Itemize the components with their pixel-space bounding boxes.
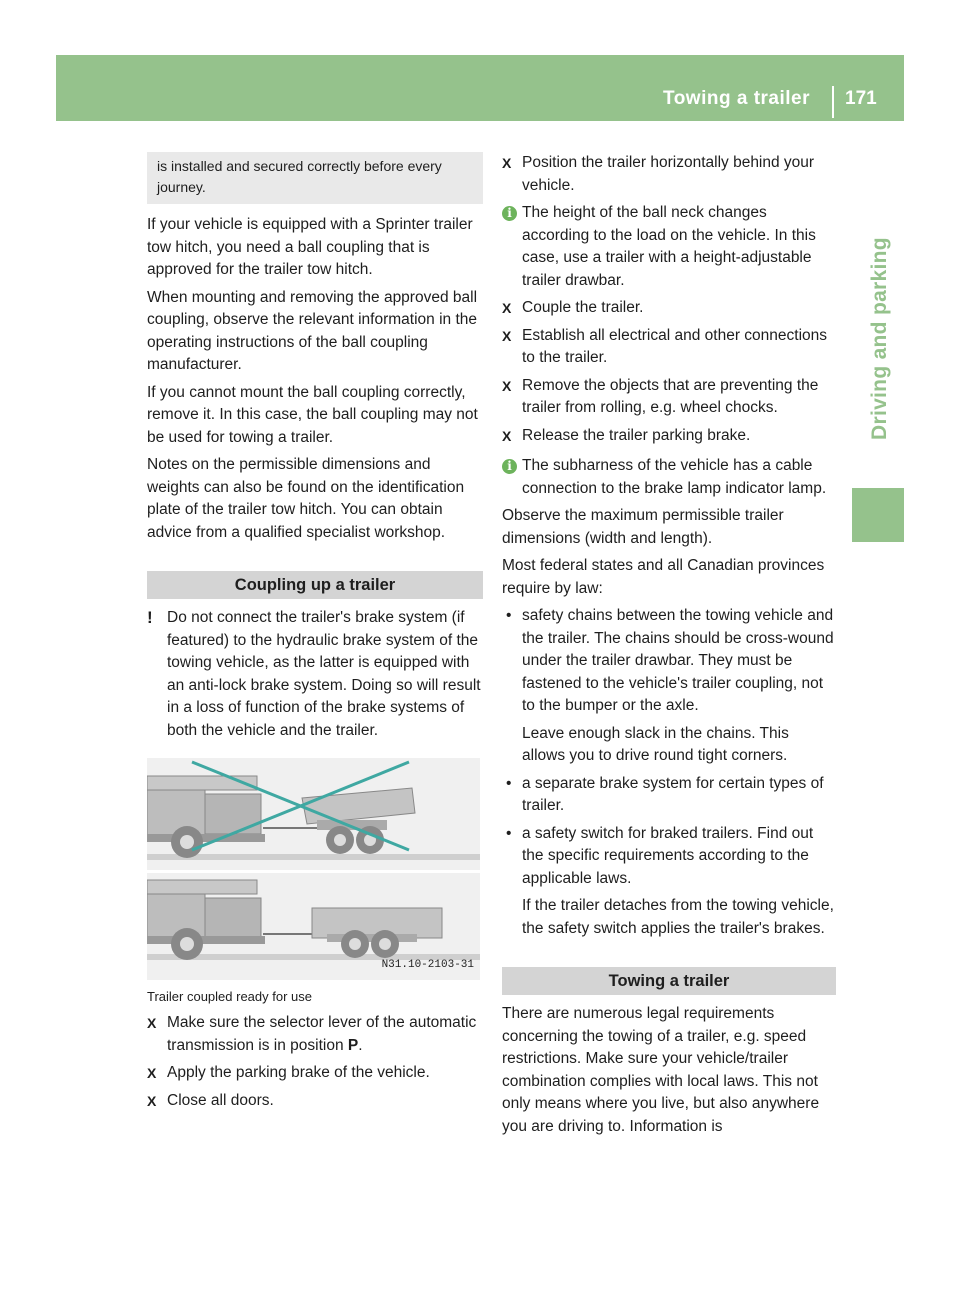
instruction-step: X Make sure the selector lever of the automatic transmission is in position P. <box>147 1014 477 1054</box>
step-marker-icon: X <box>147 1015 157 1031</box>
info-text: The subharness of the vehicle has a cable connection to the brake lamp indicator lamp. <box>522 457 827 497</box>
warning-icon: ! <box>147 608 153 627</box>
chapter-tab-block <box>852 488 904 542</box>
figure-code: N31.10-2103-31 <box>381 958 474 971</box>
paragraph: Most federal states and all Canadian provinces require by law: <box>502 557 825 597</box>
list-item <box>502 773 836 818</box>
step-text: Establish all electrical and other connections to the trailer. <box>522 326 828 366</box>
instruction-step <box>502 152 836 197</box>
paragraph: There are numerous legal requirements concerning the towing of a trailer, e.g. speed restrictions. Make sure your vehicle/trailer combination complies with local laws. This not only means where you live, but also anywhere you are driving to. Information is <box>502 1005 820 1135</box>
list-item-continuation: Leave enough slack in the chains. This allows you to drive round tight corners. <box>522 724 789 764</box>
paragraph: If you cannot mount the ball coupling correctly, remove it. In this case, the ball coupling may not be used for towing a trailer. <box>147 383 478 446</box>
step-text: Make sure the selector lever of the automatic transmission is in position <box>167 1014 477 1054</box>
list-item-text: a safety switch for braked trailers. Find out the specific requirements according to the applicable laws. <box>522 824 814 887</box>
step-marker-icon: X <box>502 300 512 316</box>
bullet-icon: • <box>506 774 512 792</box>
step-text: Couple the trailer. <box>522 299 644 316</box>
warning-text: Do not connect the trailer's brake system (if featured) to the hydraulic brake system of the towing vehicle, as the latter is equipped with an anti-lock brake system. Doing so will result in a loss of function of the brake systems of both the vehicle and the trailer. <box>167 609 481 739</box>
step-text: Close all doors. <box>167 1091 274 1109</box>
step-marker-icon: X <box>147 1092 157 1109</box>
instruction-step <box>502 375 836 420</box>
instruction-step <box>502 425 836 448</box>
info-icon: i <box>502 459 517 474</box>
paragraph: If your vehicle is equipped with a Sprinter trailer tow hitch, you need a ball coupling that is approved for the trailer tow hitch. <box>147 216 473 278</box>
paragraph: When mounting and removing the approved ball coupling, observe the relevant information in the operating instructions of the ball coupling manufacturer. <box>147 288 478 373</box>
list-item-text: safety chains between the towing vehicle and the trailer. The chains should be cross-wound under the trailer drawbar. They must be fastened to the vehicle's trailer coupling, not to the bumper or the axle. <box>522 607 834 714</box>
section-heading: Towing a trailer <box>502 967 836 995</box>
instruction-step <box>502 325 836 370</box>
running-header-title: Towing a trailer <box>663 88 811 109</box>
chapter-side-label: Driving and parking <box>868 237 891 440</box>
info-note <box>502 202 836 292</box>
left-column <box>147 152 483 1117</box>
instruction-step <box>502 297 836 320</box>
list-item <box>502 605 836 718</box>
info-icon: i <box>502 206 517 221</box>
list-item-text: a separate brake system for certain types of trailer. <box>522 774 824 814</box>
step-text: Release the trailer parking brake. <box>522 426 751 444</box>
step-marker-icon: X <box>502 155 512 171</box>
right-column <box>502 152 836 1143</box>
instruction-step <box>147 1090 483 1113</box>
note-box: is installed and secured correctly before every journey. <box>147 152 483 204</box>
header-divider <box>832 86 834 118</box>
step-text: Position the trailer horizontally behind your vehicle. <box>522 154 815 194</box>
page-number: 171 <box>845 88 877 109</box>
instruction-step <box>147 1062 483 1085</box>
step-text: Remove the objects that are preventing the trailer from rolling, e.g. wheel chocks. <box>522 376 819 416</box>
list-item <box>502 823 836 891</box>
list-item-continuation: If the trailer detaches from the towing vehicle, the safety switch applies the trailer's brakes. <box>522 897 834 937</box>
step-marker-icon: X <box>502 377 512 394</box>
warning-note <box>147 607 483 742</box>
info-note <box>502 455 836 500</box>
step-marker-icon: X <box>147 1065 157 1081</box>
info-text: The height of the ball neck changes according to the load on the vehicle. In this case, use a trailer with a height-adjustable trailer drawbar. <box>522 204 816 289</box>
bullet-icon: • <box>506 824 512 842</box>
paragraph: Notes on the permissible dimensions and weights can also be found on the identification plate of the trailer tow hitch. You can obtain advice from a qualified specialist workshop. <box>147 456 465 541</box>
selector-position: P <box>347 1036 359 1054</box>
section-heading: Coupling up a trailer <box>147 571 483 599</box>
step-marker-icon: X <box>502 327 512 344</box>
trailer-illustration <box>147 758 480 980</box>
step-marker-icon: X <box>502 427 512 444</box>
step-text: Apply the parking brake of the vehicle. <box>167 1064 430 1081</box>
paragraph: Observe the maximum permissible trailer dimensions (width and length). <box>502 507 784 547</box>
trailer-coupling-diagram <box>147 758 480 980</box>
bullet-icon: • <box>506 607 512 624</box>
figure-caption: Trailer coupled ready for use <box>147 989 312 1004</box>
